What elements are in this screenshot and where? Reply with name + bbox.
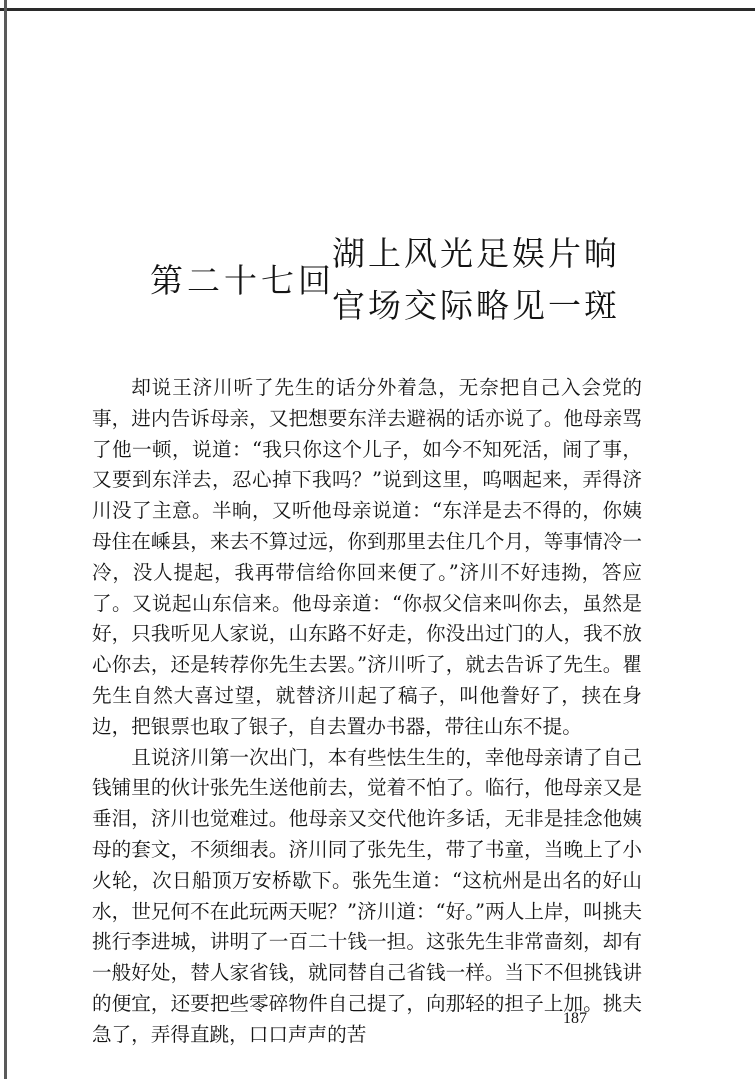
paragraph-2: 且说济川第一次出门，本有些怯生生的，幸他母亲请了自己钱铺里的伙计张先生送他前去，觉着不怕了。临行，他母亲又是垂泪，济川也觉难过。他母亲又交代他许多话，无非是挂念他姨母的套文，不须细表。济川同了张先生，带了书童，当晚上了小火轮，次日船顶万安桥歇下。张先生道：“这杭州是出名的好山水，世兄何不在此玩两天呢？”济川道：“好。”两人上岸，叫挑夫挑行李进城，讲明了一百二十钱一担。这张先生非常啬刻，却有一般好处，替人家省钱，就同替自己省钱一样。当下不但挑钱讲的便宜，还要把些零碎物件自己提了，向那轻的担子上加。挑夫急了，弄得直跳，口口声声的苦 (92, 745, 642, 1046)
body-text (92, 373, 642, 1051)
left-scan-edge (4, 0, 7, 1079)
chapter-number: 第二十七回 (150, 261, 335, 300)
chapter-title (332, 228, 620, 332)
top-border-line (0, 8, 755, 11)
page-number: 187 (563, 1010, 587, 1027)
chapter-title-line-2: 官场交际略见一斑 (332, 286, 620, 325)
paragraph-1: 却说王济川听了先生的话分外着急，无奈把自己入会党的事，进内告诉母亲，又把想要东洋去避祸的话亦说了。他母亲骂了他一顿，说道：“我只你这个儿子，如今不知死活，闹了事，又要到东洋去，忍心掉下我吗？”说到这里，呜咽起来，弄得济川没了主意。半晌，又听他母亲说道：“东洋是去不得的，你姨母住在嵊县，来去不算过远，你到那里去住几个月，等事情冷一冷，没人提起，我再带信给你回来便了。”济川不好违拗，答应了。又说起山东信来。他母亲道：“你叔父信来叫你去，虽然是好，只我听见人家说，山东路不好走，你没出过门的人，我不放心你去，还是转荐你先生去罢。”济川听了，就去告诉了先生。瞿先生自然大喜过望，就替济川起了稿子，叫他誊好了，挟在身边，把银票也取了银子，自去置办书器，带往山东不提。 (92, 376, 642, 738)
chapter-title-line-1: 湖上风光足娱片晌 (332, 234, 620, 273)
